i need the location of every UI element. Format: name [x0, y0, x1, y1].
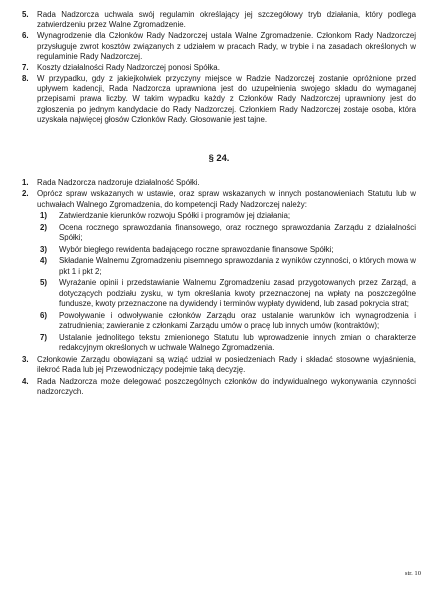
- subitem-text: Ocena rocznego sprawozdania finansowego, oraz rocznego sprawozdania Zarządu z działalności Spółki;: [59, 222, 416, 243]
- sublist-item: [37, 311, 416, 332]
- page-content: [22, 10, 416, 398]
- list-item: [22, 178, 416, 188]
- item-number: 8.: [22, 73, 29, 83]
- item-text: W przypadku, gdy z jakiejkolwiek przyczyny miejsce w Radzie Nadzorczej zostanie opróżnione przed upływem kadencji, Rada Nadzorcza uprawniona jest do uzupełnienia swojego składu do wymaganej przepisami prawa liczby. W takim wypadku każdy z Członków Rady Nadzorczej uprawniony jest do zgłoszenia po jednym kandydacie do Rady Nadzorczej. Członkiem Rady Nadzorczej zostaje osoba, która uzyskała najwięcej głosów Członków Rady. Głosowanie jest tajne.: [37, 73, 416, 125]
- item-number: 3.: [22, 354, 29, 364]
- list-item: [22, 377, 416, 398]
- item-number: 4.: [22, 376, 29, 386]
- subitem-number: 5): [40, 278, 48, 288]
- item-text: Oprócz spraw wskazanych w ustawie, oraz spraw wskazanych w innych postanowieniach Statutu lub w uchwałach Walnego Zgromadzenia, do kompetencji Rady Nadzorczej należy:: [37, 189, 416, 209]
- list-item: [22, 189, 416, 353]
- section-24-list: [22, 178, 416, 397]
- subitem-text: Składanie Walnemu Zgromadzeniu pisemnego sprawozdania z wyników czynności, o których mowa w pkt 1 i pkt 2;: [59, 256, 416, 276]
- subitem-text: Zatwierdzanie kierunków rozwoju Spółki i programów jej działania;: [59, 211, 291, 221]
- subitem-text: Ustalanie jednolitego tekstu zmienionego Statutu lub wprowadzenie innych zmian o charakterze redakcyjnym określonych w uchwale Walnego Zgromadzenia.: [59, 332, 416, 353]
- item-number: 2.: [22, 189, 29, 199]
- subitem-number: 7): [40, 332, 48, 342]
- subitem-text: Wyrażanie opinii i przedstawianie Walnemu Zgromadzeniu zasad przygotowanych przez Zarząd, a dotyczących podziału zysku, w tym określania kwoty przeznaczonej na wpłaty na poszczególne fundusze, kwoty przeznaczone na dywidendy i terminów wypłaty dywidend, lub zasad pokrycia strat;: [59, 278, 416, 309]
- item-number: 1.: [22, 178, 29, 188]
- subitem-number: 2): [40, 222, 48, 232]
- page-number: str. 10: [404, 570, 421, 577]
- subitem-text: Wybór biegłego rewidenta badającego roczne sprawozdanie finansowe Spółki;: [59, 244, 334, 254]
- item-text: Rada Nadzorcza uchwala swój regulamin określający jej szczegółowy tryb działania, który podlega zatwierdzeniu przez Walne Zgromadzenie.: [37, 10, 416, 30]
- item-number: 6.: [22, 31, 29, 41]
- item-text: Członkowie Zarządu obowiązani są wziąć udział w posiedzeniach Rady i składać stosowne wyjaśnienia, ilekroć Rada lub jej Przewodniczący podejmie taką decyzję.: [37, 354, 416, 375]
- list-item: [22, 355, 416, 376]
- list-item: [22, 74, 416, 126]
- item-number: 7.: [22, 62, 29, 72]
- competence-sublist: [37, 211, 416, 353]
- subitem-number: 3): [40, 244, 48, 254]
- list-item: [22, 31, 416, 62]
- sublist-item: [37, 245, 416, 255]
- subitem-number: 6): [40, 310, 48, 320]
- section-heading: § 24.: [208, 151, 230, 163]
- subitem-text: Powoływanie i odwoływanie członków Zarządu oraz ustalanie warunków ich wynagrodzenia i zatrudnienia; zawieranie z członkami Zarządu umów o pracę lub innych umów (kontraktów);: [59, 310, 416, 331]
- sublist-item: [37, 211, 416, 221]
- subitem-number: 1): [40, 211, 48, 221]
- item-text: Rada Nadzorcza może delegować poszczególnych członków do indywidualnego wykonywania czynności nadzorczych.: [37, 376, 416, 397]
- item-text: Wynagrodzenie dla Członków Rady Nadzorczej ustala Walne Zgromadzenie. Członkom Rady Nadzorczej przysługuje zwrot kosztów związanych z udziałem w pracach Rady, w trybie i na zasadach określonych w regulaminie Rady Nadzorczej.: [37, 31, 416, 62]
- sublist-item: [37, 278, 416, 309]
- sublist-item: [37, 223, 416, 244]
- sublist-item: [37, 333, 416, 354]
- item-number: 5.: [22, 10, 29, 19]
- subitem-number: 4): [40, 256, 48, 266]
- item-text: Rada Nadzorcza nadzoruje działalność Spółki.: [37, 178, 200, 188]
- list-item: [22, 10, 416, 31]
- paragraph-list-continued: [22, 10, 416, 126]
- list-item: [22, 63, 416, 73]
- sublist-item: [37, 256, 416, 277]
- item-text: Koszty działalności Rady Nadzorczej ponosi Spółka.: [37, 62, 220, 72]
